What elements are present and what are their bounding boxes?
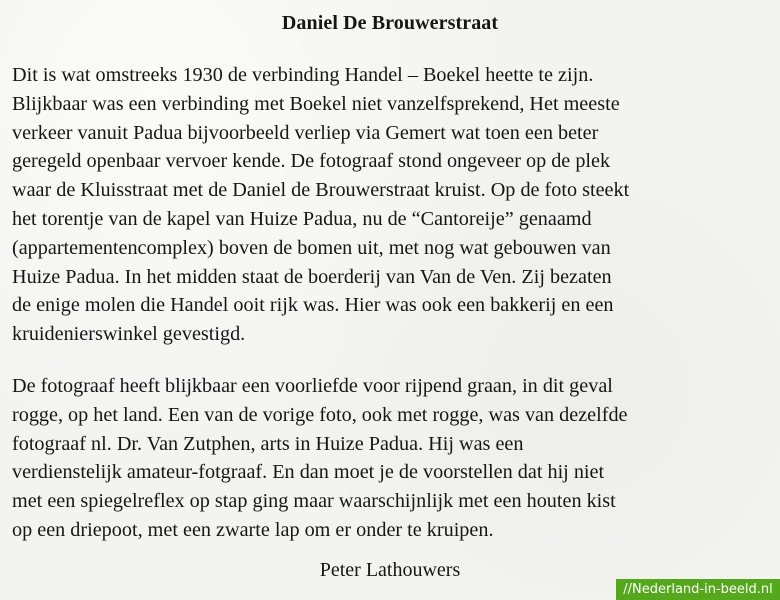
paragraph-1 [12,61,774,349]
author-signature: Peter Lathouwers [319,559,461,581]
paragraph-line: geregeld openbaar vervoer kende. De fotograaf stond ongeveer op de plek [12,150,611,173]
paragraph-line: Blijkbaar was een verbinding met Boekel niet vanzelfsprekend, Het meeste [12,92,620,115]
paragraph-line: De fotograaf heeft blijkbaar een voorliefde voor rijpend graan, in dit geval [12,375,613,397]
document-title: Daniel De Brouwerstraat [281,12,499,34]
paragraph-line: de enige molen die Handel ooit rijk was. Hier was ook een bakkerij en een [12,294,614,317]
paragraph-line: Dit is wat omstreeks 1930 de verbinding Handel – Boekel heette te zijn. [12,64,594,86]
paragraph-line: verdienstelijk amateur-fotgraaf. En dan moet je de voorstellen dat hij niet [12,461,605,484]
paragraph-line: kruidenierswinkel gevestigd. [12,323,246,346]
website-watermark: //Nederland-in-beeld.nl [616,579,780,600]
paragraph-line: het torentje van de kapel van Huize Padua, nu de “Cantoreije” genaamd [12,207,592,230]
paragraph-line: op een driepoot, met een zwarte lap om er onder te kruipen. [12,518,494,541]
paragraph-line: Huize Padua. In het midden staat de boerderij van Van de Ven. Zij bezaten [12,265,612,288]
paragraph-line: verkeer vanuit Padua bijvoorbeeld verliep via Gemert wat toen een beter [12,121,599,144]
paragraph-line: fotograaf nl. Dr. Van Zutphen, arts in Huize Padua. Hij was een [12,432,524,455]
paragraph-line: rogge, op het land. Een van de vorige foto, ook met rogge, was van dezelfde [12,403,628,426]
paragraph-line: met een spiegelreflex op stap ging maar waarschijnlijk met een houten kist [12,490,616,513]
paragraph-line: (appartementencomplex) boven de bomen uit, met nog wat gebouwen van [12,236,611,259]
paragraph-line: waar de Kluisstraat met de Daniel de Brouwerstraat kruist. Op de foto steekt [12,179,630,202]
paragraph-2 [12,372,774,545]
